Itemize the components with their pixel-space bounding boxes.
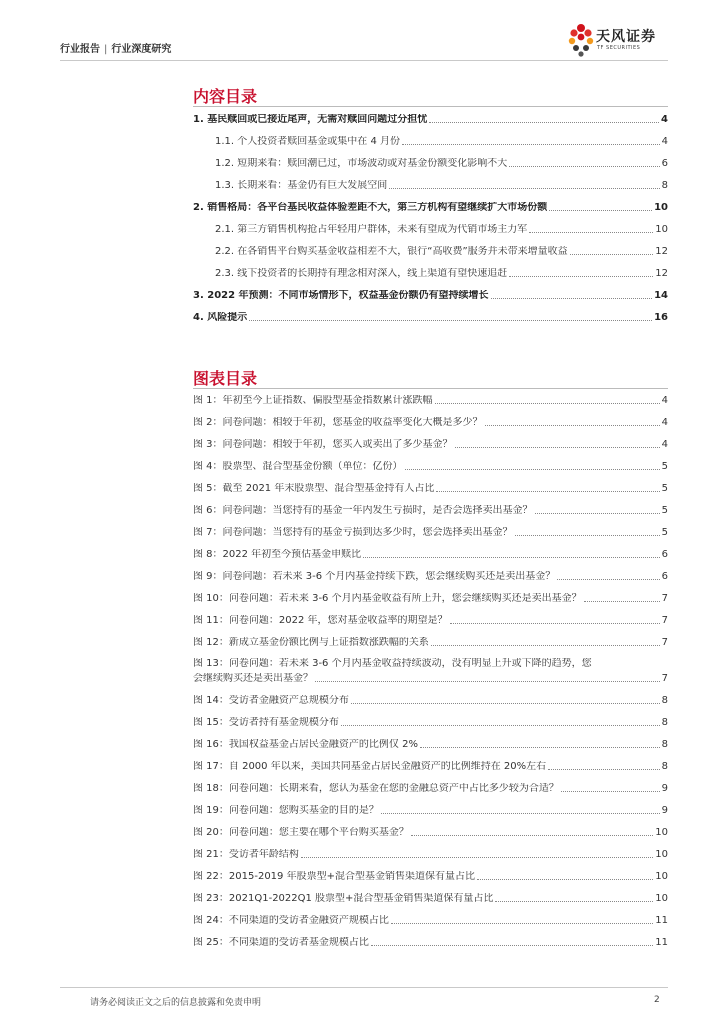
figure-list-item[interactable]: [193, 525, 668, 539]
toc-leader: [529, 232, 653, 233]
figure-list-item[interactable]: [193, 715, 668, 729]
toc-leader: [341, 725, 660, 726]
figure-item-page: 5: [661, 483, 668, 494]
figure-list-item[interactable]: [193, 671, 668, 685]
figure-item-page: 10: [655, 849, 668, 860]
figure-item-page: 4: [661, 417, 668, 428]
toc-item[interactable]: [193, 310, 668, 324]
figure-list-item[interactable]: [193, 825, 668, 839]
company-logo: [566, 20, 676, 62]
header-divider: [60, 60, 668, 61]
figure-list-item[interactable]: [193, 891, 668, 905]
toc-leader: [315, 681, 660, 682]
figure-list-item[interactable]: [193, 503, 668, 517]
toc-leader: [548, 769, 660, 770]
toc-leader: [584, 601, 660, 602]
toc-leader: [411, 835, 653, 836]
page-header: [0, 0, 724, 66]
footer-divider: [60, 987, 668, 988]
figure-item-page: 9: [661, 805, 668, 816]
toc-leader: [485, 425, 660, 426]
toc-item-text: 3. 2022 年预测：不同市场情形下，权益基金份额仍有望持续增长: [193, 290, 489, 301]
figure-item-text: 图 7：问卷问题：当您持有的基金亏损到达多少时，您会选择卖出基金？: [193, 527, 513, 538]
toc-leader: [249, 320, 652, 321]
toc-leader: [557, 579, 659, 580]
figure-item-page: 8: [661, 695, 668, 706]
toc-item-text: 1.3. 长期来看：基金仍有巨大发展空间: [215, 180, 388, 191]
toc-item-page: 4: [661, 114, 668, 125]
toc-leader: [402, 144, 660, 145]
toc-item[interactable]: [193, 200, 668, 214]
figure-item-page: 5: [661, 505, 668, 516]
toc-leader: [477, 879, 653, 880]
figure-item-text: 图 10：问卷问题：若未来 3-6 个月内基金收益有所上升，您会继续购买还是卖出基金？: [193, 593, 582, 604]
figure-item-text: 图 6：问卷问题：当您持有的基金一年内发生亏损时，是否会选择卖出基金？: [193, 505, 533, 516]
figure-list-item[interactable]: [193, 393, 668, 407]
figure-item-text: 图 9：问卷问题：若未来 3-6 个月内基金持续下跌，您会继续购买还是卖出基金？: [193, 571, 556, 582]
breadcrumb-report-type: 行业报告: [60, 44, 100, 55]
figure-item-page: 7: [661, 615, 668, 626]
page-number: 2: [654, 995, 660, 1005]
toc-leader: [450, 623, 660, 624]
figures-title-divider: [193, 388, 668, 389]
figure-item-page: 5: [661, 527, 668, 538]
figure-item-page: 4: [661, 395, 668, 406]
toc-leader: [431, 645, 660, 646]
toc-item-page: 12: [655, 246, 668, 257]
figure-item-text: 图 23：2021Q1-2022Q1 股票型+混合型基金销售渠道保有量占比: [193, 893, 494, 904]
figure-list-item[interactable]: [193, 635, 668, 649]
figure-list-item[interactable]: [193, 693, 668, 707]
toc-item-page: 10: [654, 202, 668, 213]
toc-item-text: 2.3. 线下投资者的长期持有理念相对深入，线上渠道有望快速追赶: [215, 268, 508, 279]
figure-list-item[interactable]: [193, 569, 668, 583]
figure-item-text: 图 19：问卷问题：您购买基金的目的是？: [193, 805, 379, 816]
footer-disclaimer: 请务必阅读正文之后的信息披露和免责申明: [90, 998, 262, 1008]
figure-item-page: 7: [661, 673, 668, 684]
figure-list-item[interactable]: [193, 935, 668, 949]
figure-item-text: 图 18：问卷问题：长期来看，您认为基金在您的金融总资产中占比多少较为合适？: [193, 783, 559, 794]
figure-item-page: 8: [661, 761, 668, 772]
toc-leader: [371, 945, 653, 946]
toc-item-text: 1.1. 个人投资者赎回基金或集中在 4 月份: [215, 136, 400, 147]
toc-item[interactable]: [193, 112, 668, 126]
contents-title: 内容目录: [193, 87, 258, 106]
toc-leader: [509, 166, 659, 167]
figure-item-text: 图 25：不同渠道的受访者基金规模占比: [193, 937, 369, 948]
figure-item-page: 10: [655, 871, 668, 882]
toc-item[interactable]: [215, 222, 668, 236]
toc-item-page: 16: [654, 312, 668, 323]
figure-item-page: 10: [655, 893, 668, 904]
figure-item-page: 6: [661, 549, 668, 560]
figure-item-text: 图 1：年初至今上证指数、偏股型基金指数累计涨跌幅: [193, 395, 433, 406]
figure-item-page: 11: [655, 915, 668, 926]
figure-list-item[interactable]: [193, 869, 668, 883]
figure-item-page: 11: [655, 937, 668, 948]
figure-item-text: 图 21：受访者年龄结构: [193, 849, 299, 860]
toc-item-text: 2.1. 第三方销售机构抢占年轻用户群体，未来有望成为代销市场主力军: [215, 224, 528, 235]
figure-list-item[interactable]: [193, 759, 668, 773]
toc-leader: [389, 188, 659, 189]
toc-leader: [381, 813, 660, 814]
toc-leader: [301, 857, 653, 858]
figure-item-page: 10: [655, 827, 668, 838]
toc-leader: [535, 513, 660, 514]
toc-item-page: 6: [661, 158, 668, 169]
figure-list-item[interactable]: [193, 547, 668, 561]
figure-item-page: 5: [661, 461, 668, 472]
figure-list-item[interactable]: [193, 781, 668, 795]
toc-leader: [420, 747, 660, 748]
toc-leader: [436, 491, 659, 492]
figures-title: 图表目录: [193, 369, 258, 388]
toc-item-text: 1.2. 短期来看：赎回潮已过，市场波动或对基金份额变化影响不大: [215, 158, 508, 169]
figure-item-text: 图 2：问卷问题：相较于年初，您基金的收益率变化大概是多少？: [193, 417, 483, 428]
toc-item-text: 2.2. 在各销售平台购买基金收益相差不大，银行“高收费”服务并未带来增量收益: [215, 246, 568, 257]
figure-item-text: 图 8：2022 年初至今预估基金申赎比: [193, 549, 362, 560]
figure-list-item[interactable]: [193, 847, 668, 861]
figure-item-page: 4: [661, 439, 668, 450]
figure-list-item[interactable]: [193, 481, 668, 495]
toc-item-text: 1. 基民赎回或已接近尾声，无需对赎回问题过分担忧: [193, 114, 428, 125]
toc-leader: [455, 447, 660, 448]
figure-item-page: 6: [661, 571, 668, 582]
toc-item[interactable]: [193, 288, 668, 302]
toc-item[interactable]: [215, 156, 668, 170]
figure-item-text: 图 15：受访者持有基金规模分布: [193, 717, 339, 728]
figure-item-text: 图 16：我国权益基金占居民金融资产的比例仅 2%: [193, 739, 418, 750]
toc-leader: [515, 535, 660, 536]
figure-item-text: 图 5：截至 2021 年末股票型、混合型基金持有人占比: [193, 483, 435, 494]
toc-item-page: 4: [661, 136, 668, 147]
toc-item-page: 12: [655, 268, 668, 279]
figure-list-item[interactable]: [193, 591, 668, 605]
toc-item[interactable]: [215, 134, 668, 148]
toc-leader: [549, 210, 652, 211]
figure-item-page: 9: [661, 783, 668, 794]
figure-list-item[interactable]: [193, 913, 668, 927]
logo-subtitle: TF SECURITIES: [597, 45, 641, 51]
breadcrumb: [60, 40, 171, 55]
figure-item-page: 7: [661, 593, 668, 604]
figure-item-text: 图 17：自 2000 年以来，美国共同基金占居民金融资产的比例维持在 20%左右: [193, 761, 547, 772]
toc-item-page: 14: [654, 290, 668, 301]
breadcrumb-report-subtype: 行业深度研究: [111, 44, 172, 55]
figure-list-item[interactable]: [193, 803, 668, 817]
figure-item-text: 图 22：2015-2019 年股票型+混合型基金销售渠道保有量占比: [193, 871, 475, 882]
toc-leader: [561, 791, 660, 792]
toc-item-text: 2. 销售格局：各平台基民收益体验差距不大，第三方机构有望继续扩大市场份额: [193, 202, 548, 213]
toc-leader: [570, 254, 654, 255]
toc-leader: [351, 703, 660, 704]
figure-item-text: 图 24：不同渠道的受访者金融资产规模占比: [193, 915, 389, 926]
toc-item-page: 10: [655, 224, 668, 235]
logo-flower-icon: [566, 22, 596, 60]
contents-title-divider: [193, 106, 668, 107]
figure-item-text-line1[interactable]: 图 13：问卷问题：若未来 3-6 个月内基金收益持续波动，没有明显上升或下降的趋势，您: [193, 658, 592, 669]
figure-item-text: 图 3：问卷问题：相较于年初，您买入或卖出了多少基金？: [193, 439, 453, 450]
toc-leader: [435, 403, 660, 404]
logo-name: 天风证券: [596, 29, 656, 45]
toc-leader: [363, 557, 659, 558]
toc-item[interactable]: [215, 244, 668, 258]
figure-list-item[interactable]: [193, 415, 668, 429]
figure-list-item[interactable]: [193, 459, 668, 473]
toc-item[interactable]: [215, 266, 668, 280]
figure-item-text: 图 14：受访者金融资产总规模分布: [193, 695, 349, 706]
figure-item-page: 8: [661, 717, 668, 728]
toc-leader: [391, 923, 653, 924]
toc-item-page: 8: [661, 180, 668, 191]
figure-item-text: 会继续购买还是卖出基金？: [193, 673, 313, 684]
toc-leader: [491, 298, 653, 299]
figure-item-text: 图 20：问卷问题：您主要在哪个平台购买基金？: [193, 827, 409, 838]
toc-leader: [429, 122, 659, 123]
toc-item-text: 4. 风险提示: [193, 312, 248, 323]
toc-leader: [495, 901, 653, 902]
figure-item-text: 图 11：问卷问题：2022 年，您对基金收益率的期望是？: [193, 615, 448, 626]
toc-leader: [405, 469, 660, 470]
figure-item-page: 7: [661, 637, 668, 648]
figure-list-item[interactable]: [193, 437, 668, 451]
breadcrumb-separator: |: [104, 44, 108, 55]
figure-item-text: 图 4：股票型、混合型基金份额（单位：亿份）: [193, 461, 403, 472]
figure-list-item[interactable]: [193, 737, 668, 751]
figure-item-text: 图 12：新成立基金份额比例与上证指数涨跌幅的关系: [193, 637, 429, 648]
toc-item[interactable]: [215, 178, 668, 192]
figure-item-page: 8: [661, 739, 668, 750]
toc-leader: [509, 276, 653, 277]
figure-list-item[interactable]: [193, 613, 668, 627]
